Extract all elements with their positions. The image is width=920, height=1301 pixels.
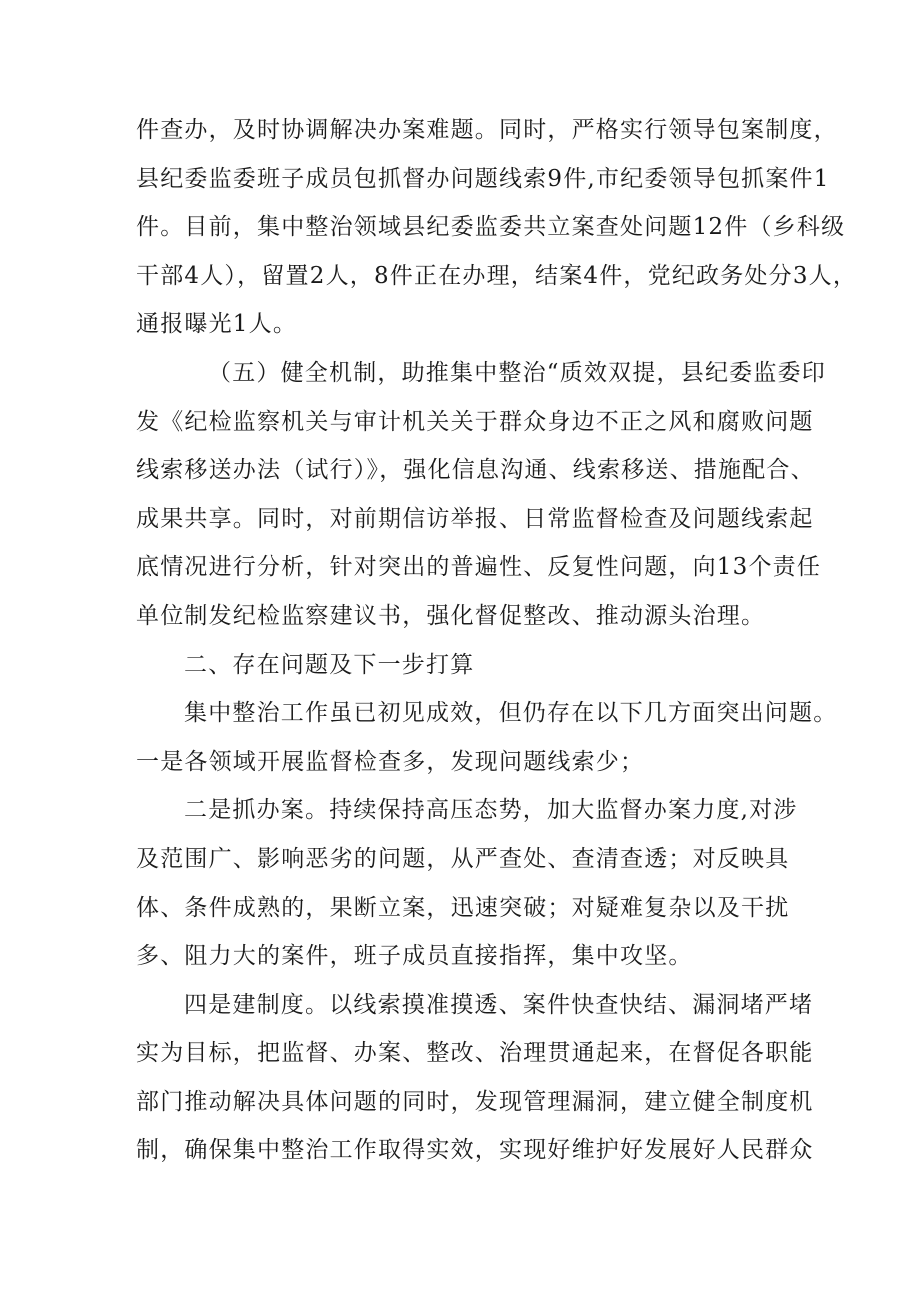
text-line: 单位制发纪检监察建议书，强化督促整改、推动源头治理。 xyxy=(136,602,766,629)
text-line: 体、条件成熟的，果断立案，迅速突破；对疑难复杂以及干扰 xyxy=(136,894,790,921)
text-line: 部门推动解决具体问题的同时，发现管理漏洞，建立健全制度机 xyxy=(136,1088,814,1115)
text-line: 实为目标，把监督、办案、整改、治理贯通起来，在督促各职能 xyxy=(136,1040,814,1067)
text-line: 件查办，及时协调解决办案难题。同时，严格实行领导包案制度， xyxy=(136,117,838,143)
text-line: 二、存在问题及下一步打算 xyxy=(184,651,475,678)
text-line: 干部4人），留置2人，8件正在办理，结案4件，党纪政务处分3人， xyxy=(136,262,858,289)
text-line: 多、阻力大的案件，班子成员直接指挥，集中攻坚。 xyxy=(136,943,693,970)
text-line: 底情况进行分析，针对突出的普遍性、反复性问题，向13个责任 xyxy=(136,554,822,581)
text-line: 集中整治工作虽已初见成效，但仍存在以下几方面突出问题。 xyxy=(184,700,838,727)
text-line: 及范围广、影响恶劣的问题，从严查处、查清查透；对反映具 xyxy=(136,845,790,872)
text-line: 线索移送办法（试行）》，强化信息沟通、线索移送、措施配合、 xyxy=(136,457,815,484)
text-line: 件。目前，集中整治领域县纪委监委共立案查处问题12件（乡科级 xyxy=(136,214,846,241)
text-line: 四是建制度。以线索摸准摸透、案件快查快结、漏洞堵严堵 xyxy=(184,991,814,1018)
text-line: 制，确保集中整治工作取得实效，实现好维护好发展好人民群众 xyxy=(136,1137,814,1164)
text-line: 通报曝光1人。 xyxy=(136,311,298,338)
text-line: 发《纪检监察机关与审计机关关于群众身边不正之风和腐败问题 xyxy=(136,408,814,435)
text-line: 成果共享。同时，对前期信访举报、日常监督检查及问题线索起 xyxy=(136,505,814,532)
document-body xyxy=(136,106,858,1175)
text-line: 一是各领域开展监督检查多，发现问题线索少； xyxy=(136,748,645,775)
text-line: （五）健全机制，助推集中整治“质效双提，县纪委监委印 xyxy=(208,359,826,386)
text-line: 县纪委监委班子成员包抓督办问题线索9件,市纪委领导包抓案件1 xyxy=(136,165,830,192)
text-line: 二是抓办案。持续保持高压态势，加大监督办案力度,对涉 xyxy=(184,797,798,824)
